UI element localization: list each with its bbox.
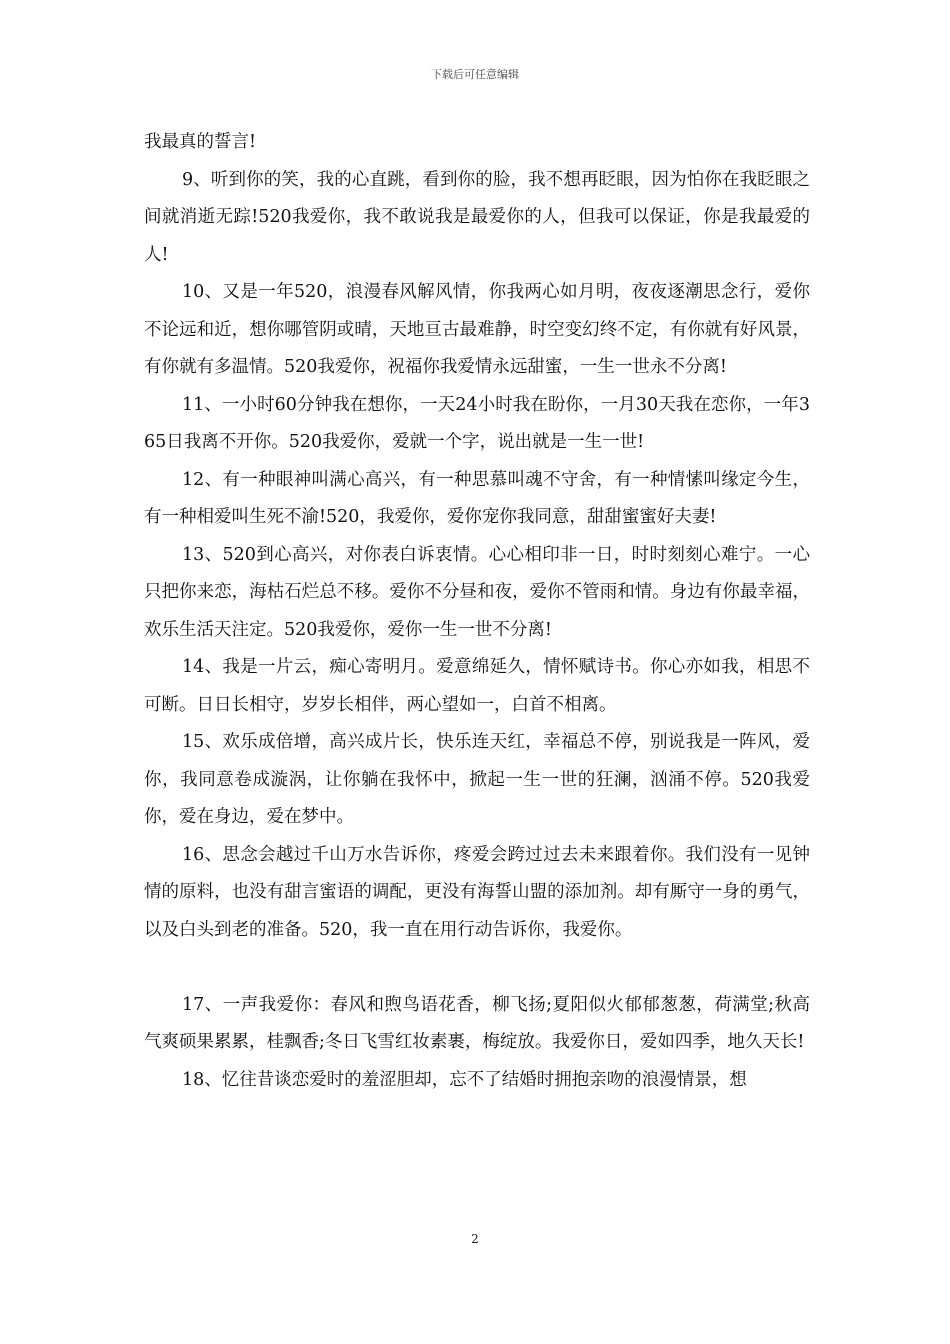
page-number: 2 [471,1232,479,1246]
paragraph-item-14: 14、我是一片云，痴心寄明月。爱意绵延久，情怀赋诗书。你心亦如我，相思不可断。日日长相守，岁岁长相伴，两心望如一，白首不相离。 [144,657,810,715]
paragraph-item-16: 16、思念会越过千山万水告诉你，疼爱会跨过过去未来跟着你。我们没有一见钟情的原料，也没有甜言蜜语的调配，更没有海誓山盟的添加剂。却有厮守一身的勇气，以及白头到老的准备。520，我一直在用行动告诉你，我爱你。 [144,844,810,940]
paragraph-item-9: 9、听到你的笑，我的心直跳，看到你的脸，我不想再眨眼，因为怕你在我眨眼之间就消逝无踪!520我爱你，我不敢说我是最爱你的人，但我可以保证，你是我最爱的人! [144,169,810,265]
paragraph-item-17: 17、一声我爱你：春风和煦鸟语花香，柳飞扬;夏阳似火郁郁葱葱，荷满堂;秋高气爽硕果累累，桂飘香;冬日飞雪红妆素裹，梅绽放。我爱你日，爱如四季，地久天长! [144,994,810,1052]
document-body [144,124,810,1099]
paragraph-item-12: 12、有一种眼神叫满心高兴，有一种思慕叫魂不守舍，有一种情愫叫缘定今生，有一种相爱叫生死不渝!520，我爱你，爱你宠你我同意，甜甜蜜蜜好夫妻! [144,469,810,527]
page-header-note: 下载后可任意编辑 [431,68,519,81]
blank-line [144,949,810,987]
paragraph-item-13: 13、520到心高兴，对你表白诉衷情。心心相印非一日，时时刻刻心难宁。一心只把你来恋，海枯石烂总不移。爱你不分昼和夜，爱你不管雨和情。身边有你最幸福，欢乐生活天注定。520我爱你，爱你一生一世不分离! [144,544,810,640]
paragraph-item-18: 18、忆往昔谈恋爱时的羞涩胆却，忘不了结婚时拥抱亲吻的浪漫情景，想 [182,1069,747,1090]
paragraph-item-10: 10、又是一年520，浪漫春风解风情，你我两心如月明，夜夜逐潮思念行，爱你不论远和近，想你哪管阴或晴，天地亘古最难静，时空变幻终不定，有你就有好风景，有你就有多温情。520我爱你，祝福你我爱情永远甜蜜，一生一世永不分离! [144,282,810,377]
paragraph-continuation: 我最真的誓言! [144,132,257,152]
paragraph-item-15: 15、欢乐成倍增，高兴成片长，快乐连天红，幸福总不停，别说我是一阵风，爱你，我同意卷成漩涡，让你躺在我怀中，掀起一生一世的狂澜，汹涌不停。520我爱你，爱在身边，爱在梦中。 [144,732,810,827]
paragraph-item-11: 11、一小时60分钟我在想你，一天24小时我在盼你，一月30天我在恋你，一年365日我离不开你。520我爱你，爱就一个字，说出就是一生一世! [144,394,810,452]
